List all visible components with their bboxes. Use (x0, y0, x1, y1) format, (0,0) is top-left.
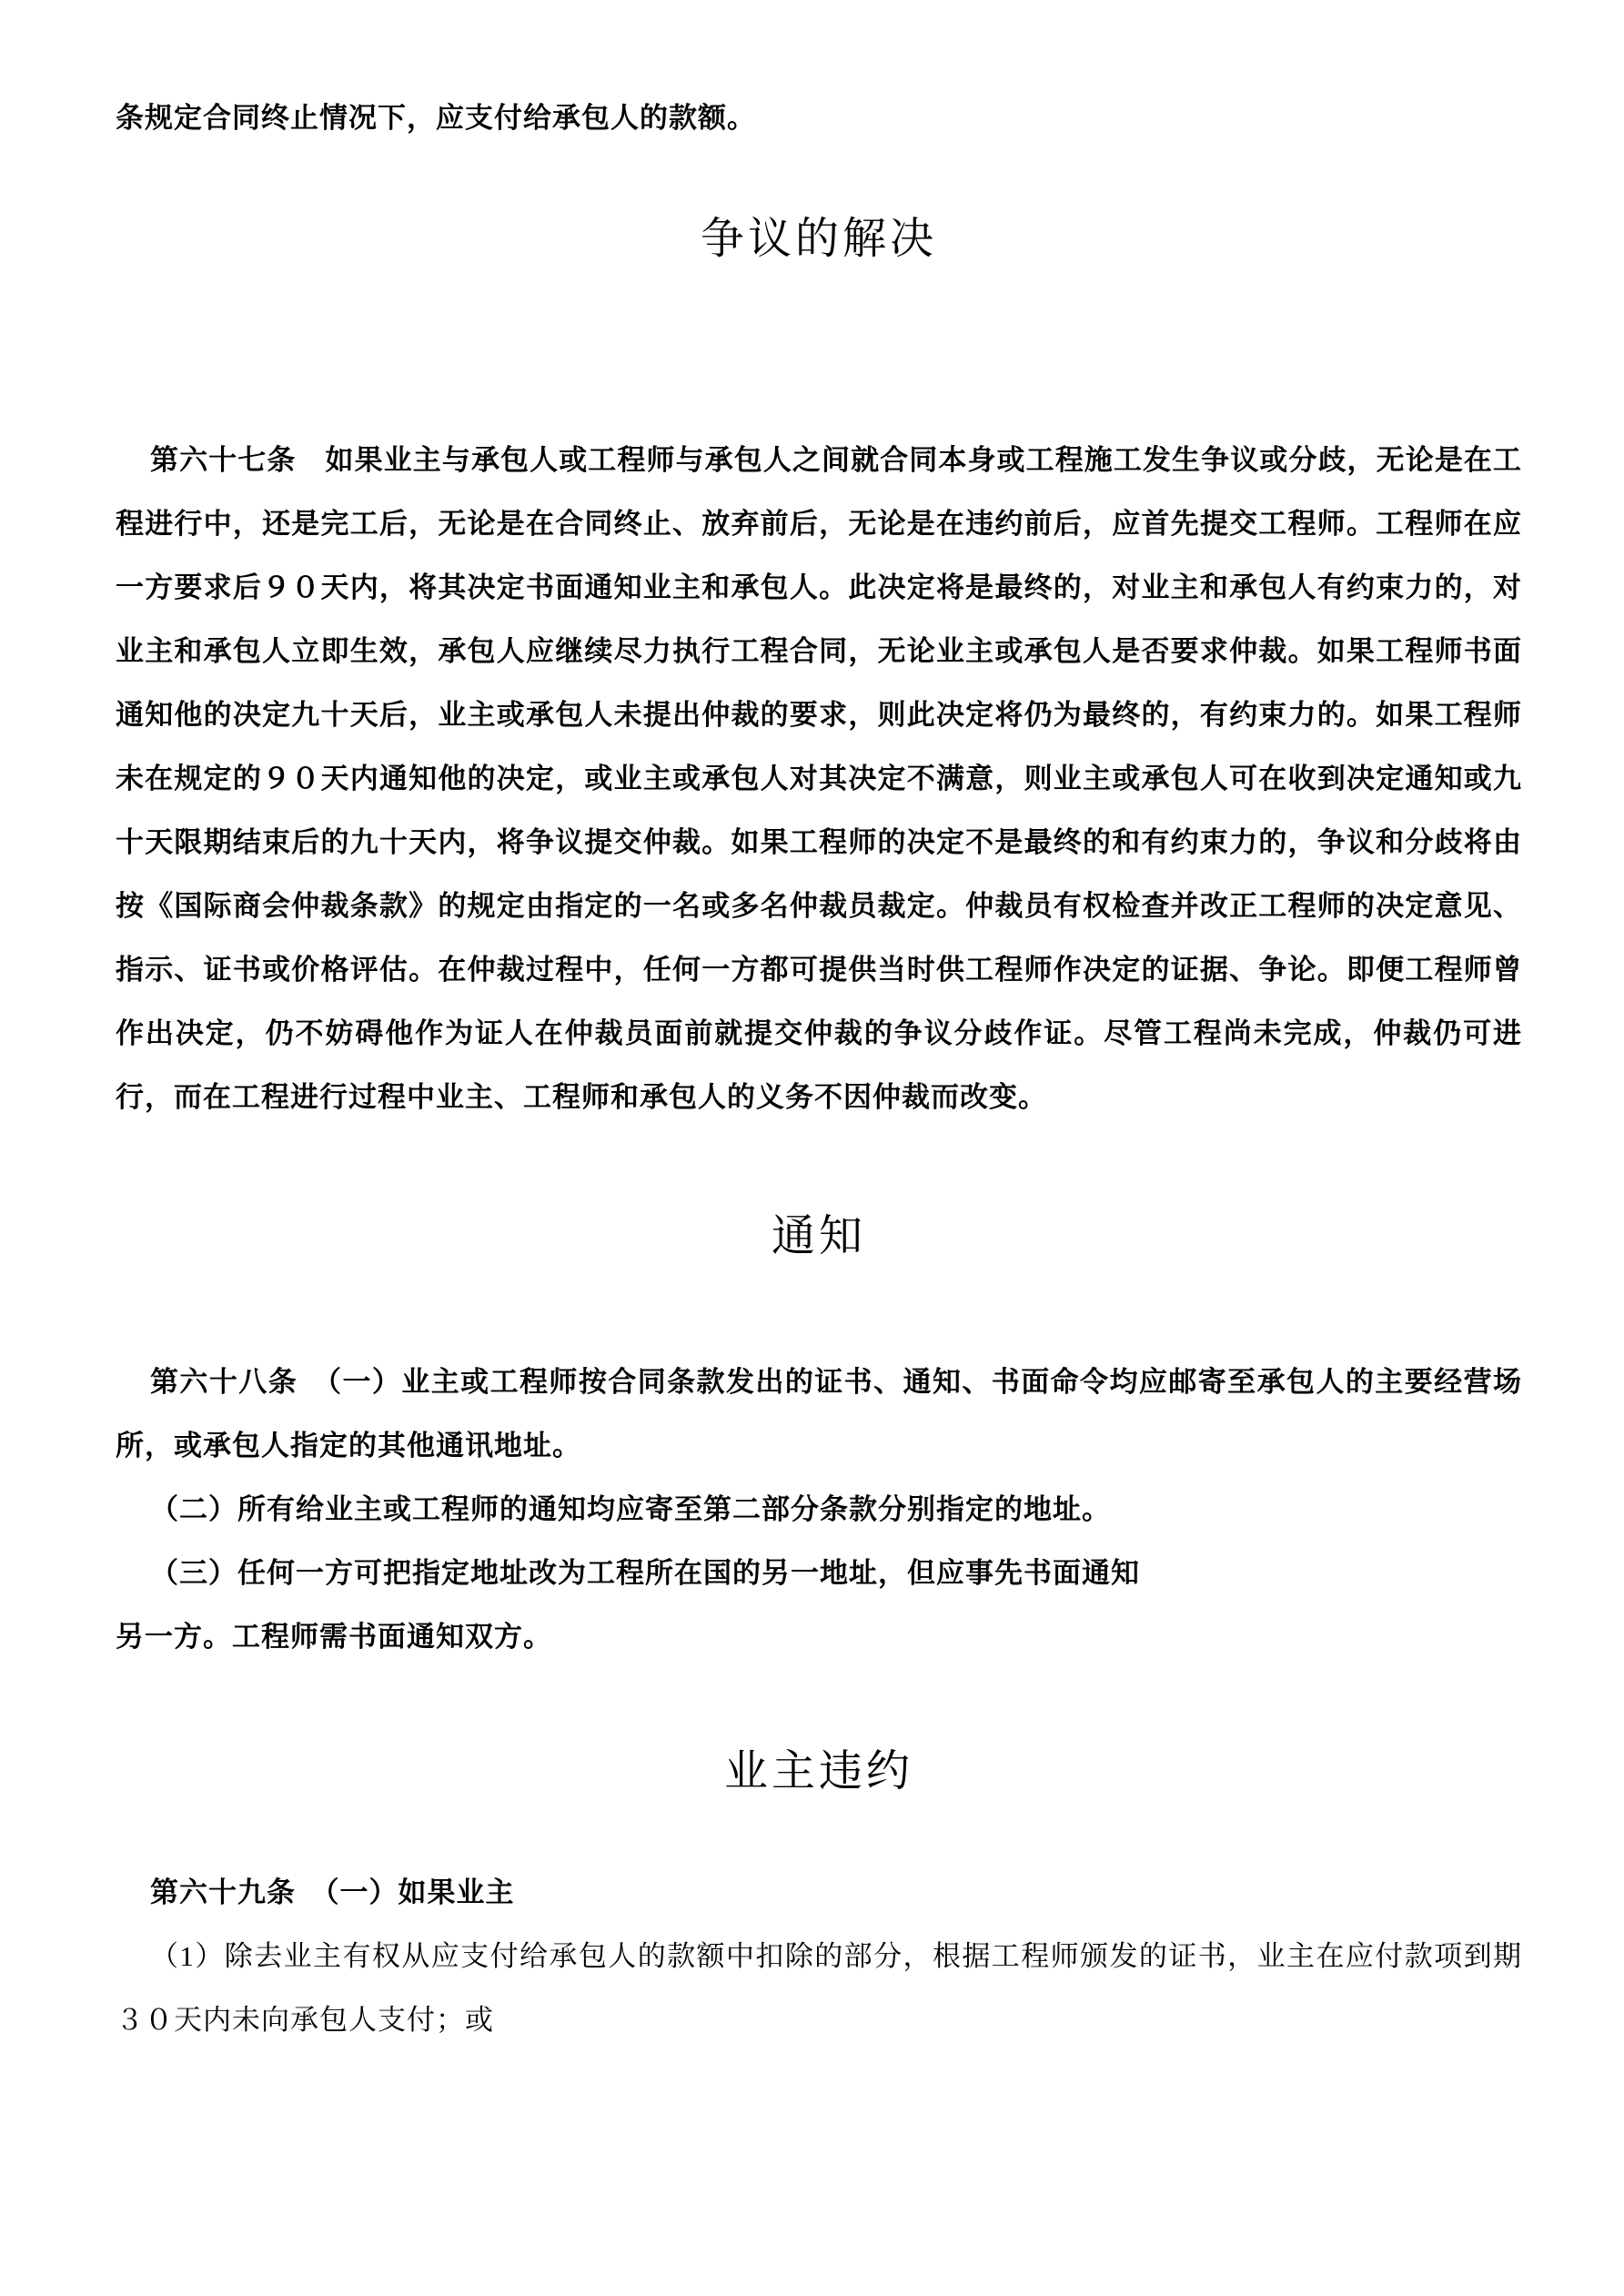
article-68-clause-3-continuation: 另一方。工程师需书面通知双方。 (116, 1621, 552, 1653)
section-heading-notices: 通知 (771, 1212, 866, 1260)
article-69-lead-line: 第六十九条 （一）如果业主 (150, 1876, 515, 1908)
article-69-item-1: （1）除去业主有权从应支付给承包人的款额中扣除的部分，根据工程师颁发的证书，业主在应付款项到期３０天内未向承包人支付；或 (116, 1940, 1522, 2036)
article-68-clause-3: （三）任何一方可把指定地址改为工程所在国的另一地址，但应事先书面通知 (150, 1557, 1140, 1589)
section-heading-dispute-resolution: 争议的解决 (700, 215, 937, 263)
article-67-paragraph: 第六十七条 如果业主与承包人或工程师与承包人之间就合同本身或工程施工发生争议或分歧，无论是在工程进行中，还是完工后，无论是在合同终止、放弃前后，无论是在违约前后，应首先提交工程师。工程师在应一方要求后９０天内，将其决定书面通知业主和承包人。此决定将是最终的，对业主和承包人有约束力的，对业主和承包人立即生效，承包人应继续尽力执行工程合同，无论业主或承包人是否要求仲裁。如果工程师书面通知他的决定九十天后，业主或承包人未提出仲裁的要求，则此决定将仍为最终的，有约束力的。如果工程师未在规定的９０天内通知他的决定，或业主或承包人对其决定不满意，则业主或承包人可在收到决定通知或九十天限期结束后的九十天内，将争议提交仲裁。如果工程师的决定不是最终的和有约束力的，争议和分歧将由按《国际商会仲裁条款》的规定由指定的一名或多名仲裁员裁定。仲裁员有权检查并改正工程师的决定意见、指示、证书或价格评估。在仲裁过程中，任何一方都可提供当时供工程师作决定的证据、争论。即便工程师曾作出决定，仍不妨碍他作为证人在仲裁员面前就提交仲裁的争议分歧作证。尽管工程尚未完成，仲裁仍可进行，而在工程进行过程中业主、工程师和承包人的义务不因仲裁而改变。 (116, 444, 1522, 1113)
section-heading-employer-default: 业主违约 (723, 1747, 913, 1795)
article-68-clause-1: 第六十八条 （一）业主或工程师按合同条款发出的证书、通知、书面命令均应邮寄至承包人的主要经营场所，或承包人指定的其他通讯地址。 (116, 1366, 1522, 1462)
intro-line: 条规定合同终止情况下，应支付给承包人的款额。 (116, 102, 756, 134)
article-68-clause-2: （二）所有给业主或工程师的通知均应寄至第二部分条款分别指定的地址。 (150, 1493, 1111, 1525)
